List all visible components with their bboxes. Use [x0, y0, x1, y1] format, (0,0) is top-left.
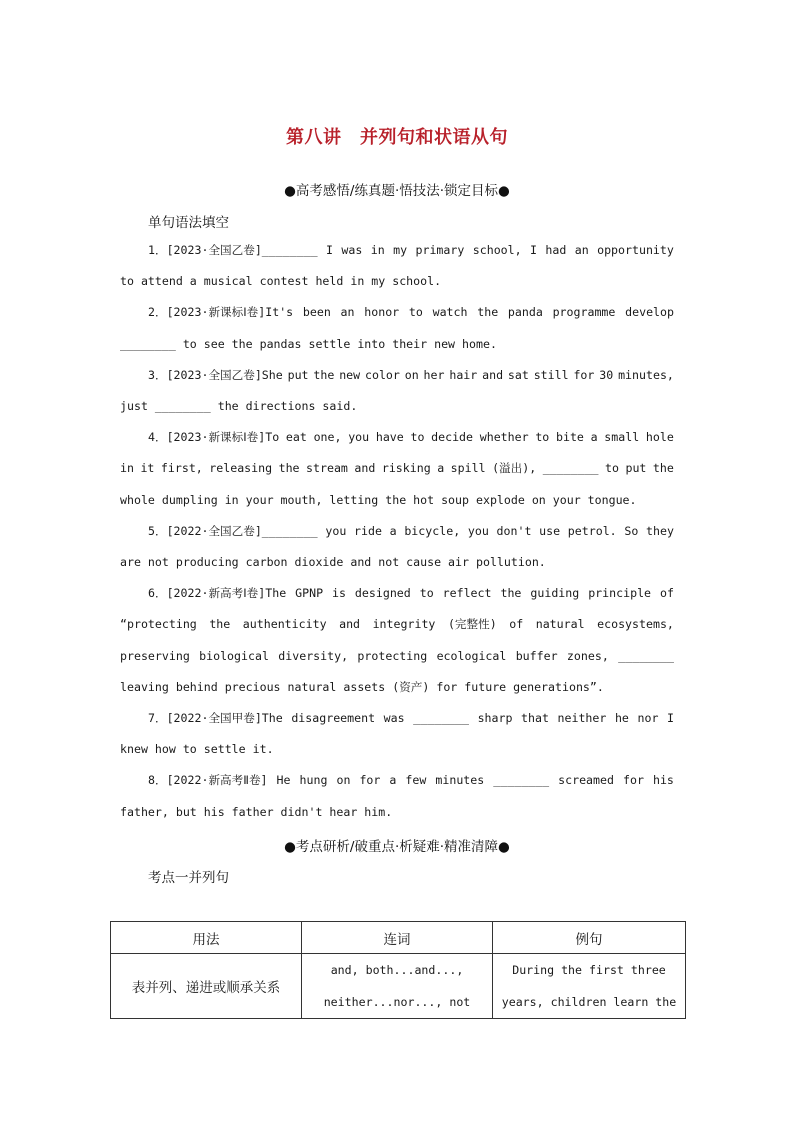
section-heading-analysis: ●考点研析/破重点·析疑难·精准清障●	[284, 839, 510, 855]
question-line: preserving biological diversity, protecting ecological buffer zones, ________	[120, 648, 674, 663]
question-line: just ________ the directions said.	[120, 399, 358, 413]
question-line: leaving behind precious natural assets (资产) for future generations”.	[120, 679, 604, 694]
question-line: knew how to settle it.	[120, 742, 274, 757]
cell-usage: 表并列、递进或顺承关系	[111, 954, 302, 1019]
question-line: 8．[2022·新高考Ⅱ卷] He hung on for a few minutes ________ screamed for his	[148, 773, 674, 788]
section-heading-practice: ●高考感悟/练真题·悟技法·锁定目标●	[284, 183, 510, 199]
question-line: 2．[2023·新课标Ⅰ卷]It's been an honor to watch the panda programme develop	[148, 305, 674, 320]
page-title: 第八讲 并列句和状语从句	[286, 127, 508, 148]
question-line: “protecting the authenticity and integrity (完整性) of natural ecosystems,	[120, 617, 674, 632]
table-row	[111, 954, 686, 1019]
conjunction-line: and, both...and...,	[330, 963, 464, 977]
question-line: to attend a musical contest held in my school.	[120, 274, 442, 289]
example-line: years, children learn the	[501, 995, 677, 1009]
header-example: 例句	[493, 922, 686, 954]
question-line: 4．[2023·新课标Ⅰ卷]To eat one, you have to decide whether to bite a small hole	[148, 430, 674, 445]
subheading-fill-blank: 单句语法填空	[148, 215, 229, 231]
cell-example	[493, 954, 686, 1019]
cell-conjunctions	[302, 954, 493, 1019]
question-line: 6．[2022·新高考Ⅰ卷]The GPNP is designed to reflect the guiding principle of	[148, 586, 674, 601]
usage-table	[110, 921, 686, 1019]
conjunction-line: neither...nor..., not	[323, 995, 471, 1009]
question-line: whole dumpling in your mouth, letting the hot soup explode on your tongue.	[120, 492, 637, 507]
header-usage: 用法	[111, 922, 302, 954]
subheading-parallel-sentence: 考点一并列句	[148, 870, 229, 886]
question-line: in it first, releasing the stream and risking a spill (溢出), ________ to put the	[120, 461, 674, 476]
question-line: are not producing carbon dioxide and not cause air pollution.	[120, 555, 546, 569]
example-line: During the first three	[512, 963, 666, 977]
question-line: 5．[2022·全国乙卷]________ you ride a bicycle, you don't use petrol. So they	[148, 523, 674, 538]
table-header-row	[111, 922, 686, 954]
header-conjunction: 连词	[302, 922, 493, 954]
question-line: 7．[2022·全国甲卷]The disagreement was ________ sharp that neither he nor I	[148, 711, 674, 725]
question-line: father, but his father didn't hear him.	[120, 804, 393, 819]
question-line: ________ to see the pandas settle into their new home.	[120, 336, 497, 351]
question-line: 1．[2023·全国乙卷]________ I was in my primary school, I had an opportunity	[148, 243, 674, 257]
question-line: 3．[2023·全国乙卷]She put the new color on her hair and sat still for 30 minutes,	[148, 367, 674, 382]
